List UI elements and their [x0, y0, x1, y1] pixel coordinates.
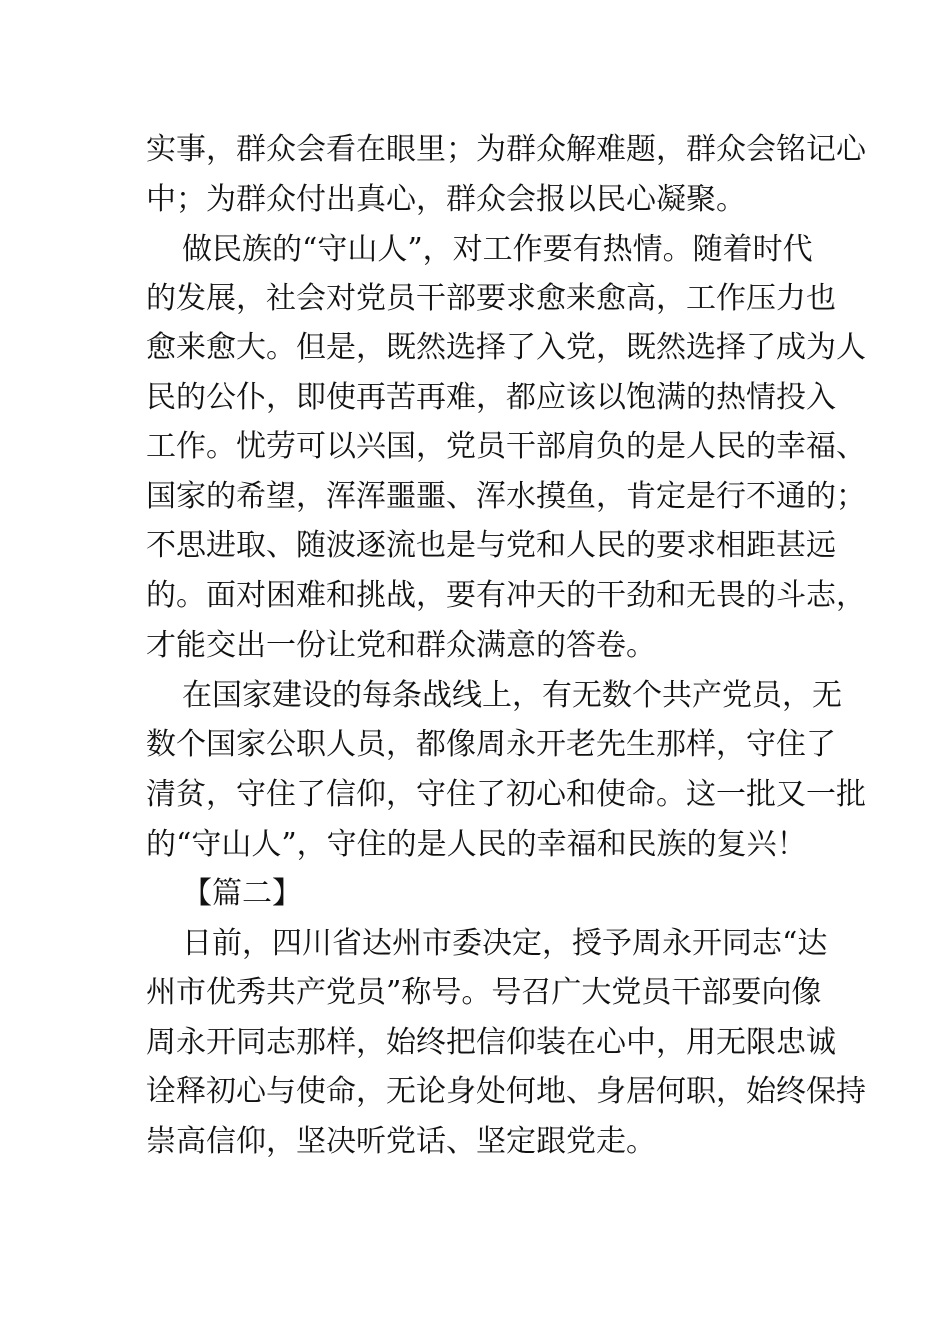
paragraph-line: 诠释初心与使命，无论身处何地、身居何职，始终保持 [146, 1074, 866, 1109]
paragraph-line: 的“守山人”，守住的是人民的幸福和民族的复兴！ [146, 827, 807, 862]
paragraph-line: 工作。忧劳可以兴国，党员干部肩负的是人民的幸福、 [146, 429, 866, 464]
paragraph-line: 中；为群众付出真心，群众会报以民心凝聚。 [146, 182, 746, 217]
paragraph-line: 国家的希望，浑浑噩噩、浑水摸鱼，肯定是行不通的； [146, 479, 866, 514]
paragraph-line: 崇高信仰，坚决听党话、坚定跟党走。 [146, 1124, 656, 1159]
paragraph-line: 在国家建设的每条战线上，有无数个共产党员，无 [182, 678, 842, 713]
paragraph-line: 实事，群众会看在眼里；为群众解难题，群众会铭记心 [146, 132, 866, 167]
paragraph-line: 做民族的“守山人”，对工作要有热情。随着时代 [182, 232, 813, 267]
paragraph-line: 数个国家公职人员，都像周永开老先生那样，守住了 [146, 727, 836, 762]
paragraph-line: 才能交出一份让党和群众满意的答卷。 [146, 628, 656, 663]
paragraph-line: 日前，四川省达州市委决定，授予周永开同志“达 [182, 926, 828, 961]
paragraph-line: 的。面对困难和挑战，要有冲天的干劲和无畏的斗志， [146, 578, 866, 613]
paragraph-line: 民的公仆，即使再苦再难，都应该以饱满的热情投入 [146, 380, 836, 415]
paragraph-line: 清贫，守住了信仰，守住了初心和使命。这一批又一批 [146, 777, 866, 812]
paragraph-line: 州市优秀共产党员”称号。号召广大党员干部要向像 [146, 975, 822, 1010]
paragraph-line: 不思进取、随波逐流也是与党和人民的要求相距甚远 [146, 528, 836, 563]
section-heading: 【篇二】 [182, 876, 302, 911]
paragraph-line: 愈来愈大。但是，既然选择了入党，既然选择了成为人 [146, 330, 866, 365]
paragraph-line: 的发展，社会对党员干部要求愈来愈高，工作压力也 [146, 281, 836, 316]
paragraph-line: 周永开同志那样，始终把信仰装在心中，用无限忠诚 [146, 1025, 836, 1060]
